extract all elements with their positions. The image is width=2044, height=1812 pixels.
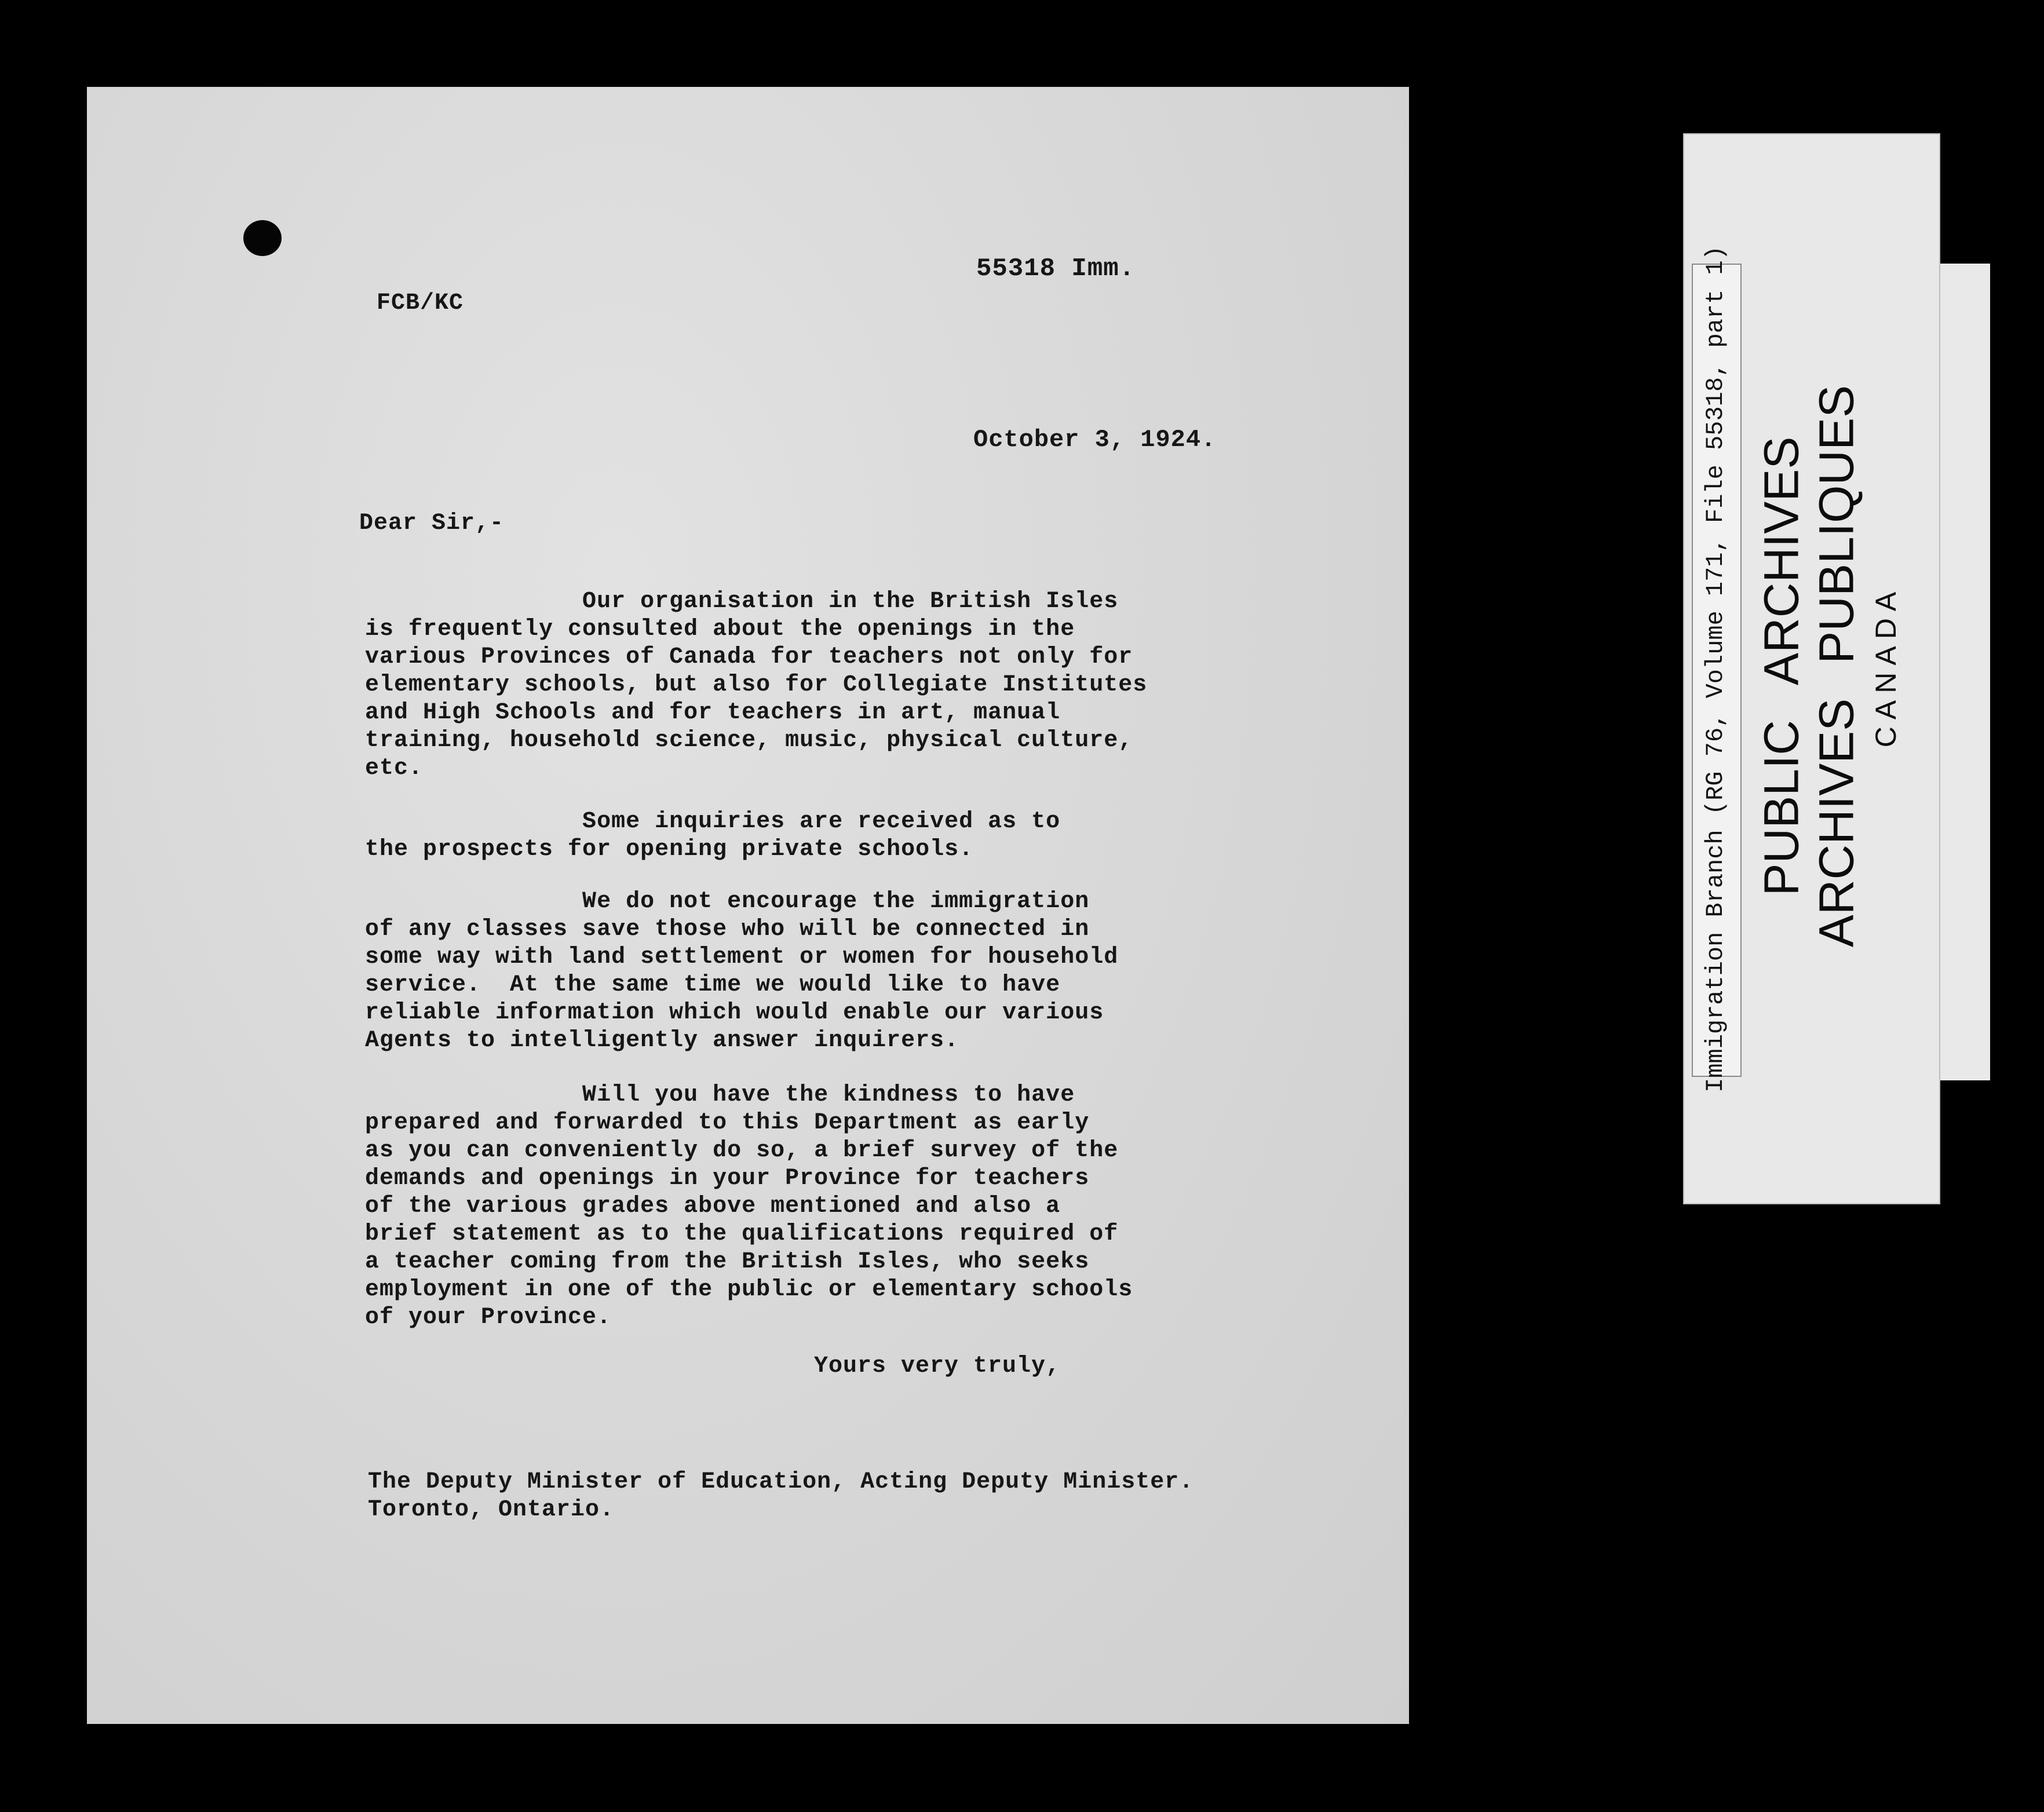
archive-name-english [1754, 437, 1810, 896]
paragraph: Our organisation in the British Isles is frequently consulted about the openings in the various Provinces of Canada for teachers not only for elementary schools, but also for Collegiate Institutes and High Schools and for teachers in art, manual training, household science, music, physical culture, etc. [365, 589, 1148, 781]
punch-hole [243, 220, 282, 256]
archive-country: CANADA [1870, 584, 1902, 748]
archive-name-french [1809, 385, 1865, 947]
archive-label-tab [1932, 264, 1990, 1080]
typist-initials: FCB/KC [377, 290, 464, 316]
complimentary-close: Yours very truly, [814, 1353, 1061, 1379]
letter-date: October 3, 1924. [973, 426, 1217, 454]
archive-source-text: Immigration Branch (RG 76, Volume 171, File 55318, part 1) [1702, 246, 1729, 1093]
letter-page [87, 87, 1409, 1724]
addressee-city: Toronto, Ontario. [368, 1497, 615, 1523]
paragraph: Some inquiries are received as to the prospects for opening private schools. [365, 809, 1061, 863]
paragraph: Will you have the kindness to have prepared and forwarded to this Department as early as you can conveniently do so, a brief survey of the demands and openings in your Province for teachers of the various grades above mentioned and also a brief statement as to the qualifications required of a teacher coming from the British Isles, who seeks employment in one of the public or elementary schools of your Province. [365, 1082, 1133, 1331]
archive-word: PUBLIQUES [1809, 385, 1864, 664]
file-reference: 55318 Imm. [976, 254, 1136, 283]
salutation: Dear Sir,- [359, 510, 505, 536]
archive-word: PUBLIC [1754, 720, 1809, 896]
archive-word: ARCHIVES [1754, 436, 1809, 685]
paragraph: We do not encourage the immigration of any classes save those who will be connected in some way with land settlement or women for household service. At the same time we would like to have reliable information which would enable our various Agents to intelligently answer inquirers. [365, 889, 1119, 1054]
addressee-line: The Deputy Minister of Education, Acting Deputy Minister. [368, 1469, 1194, 1495]
archive-word: ARCHIVES [1809, 698, 1864, 948]
